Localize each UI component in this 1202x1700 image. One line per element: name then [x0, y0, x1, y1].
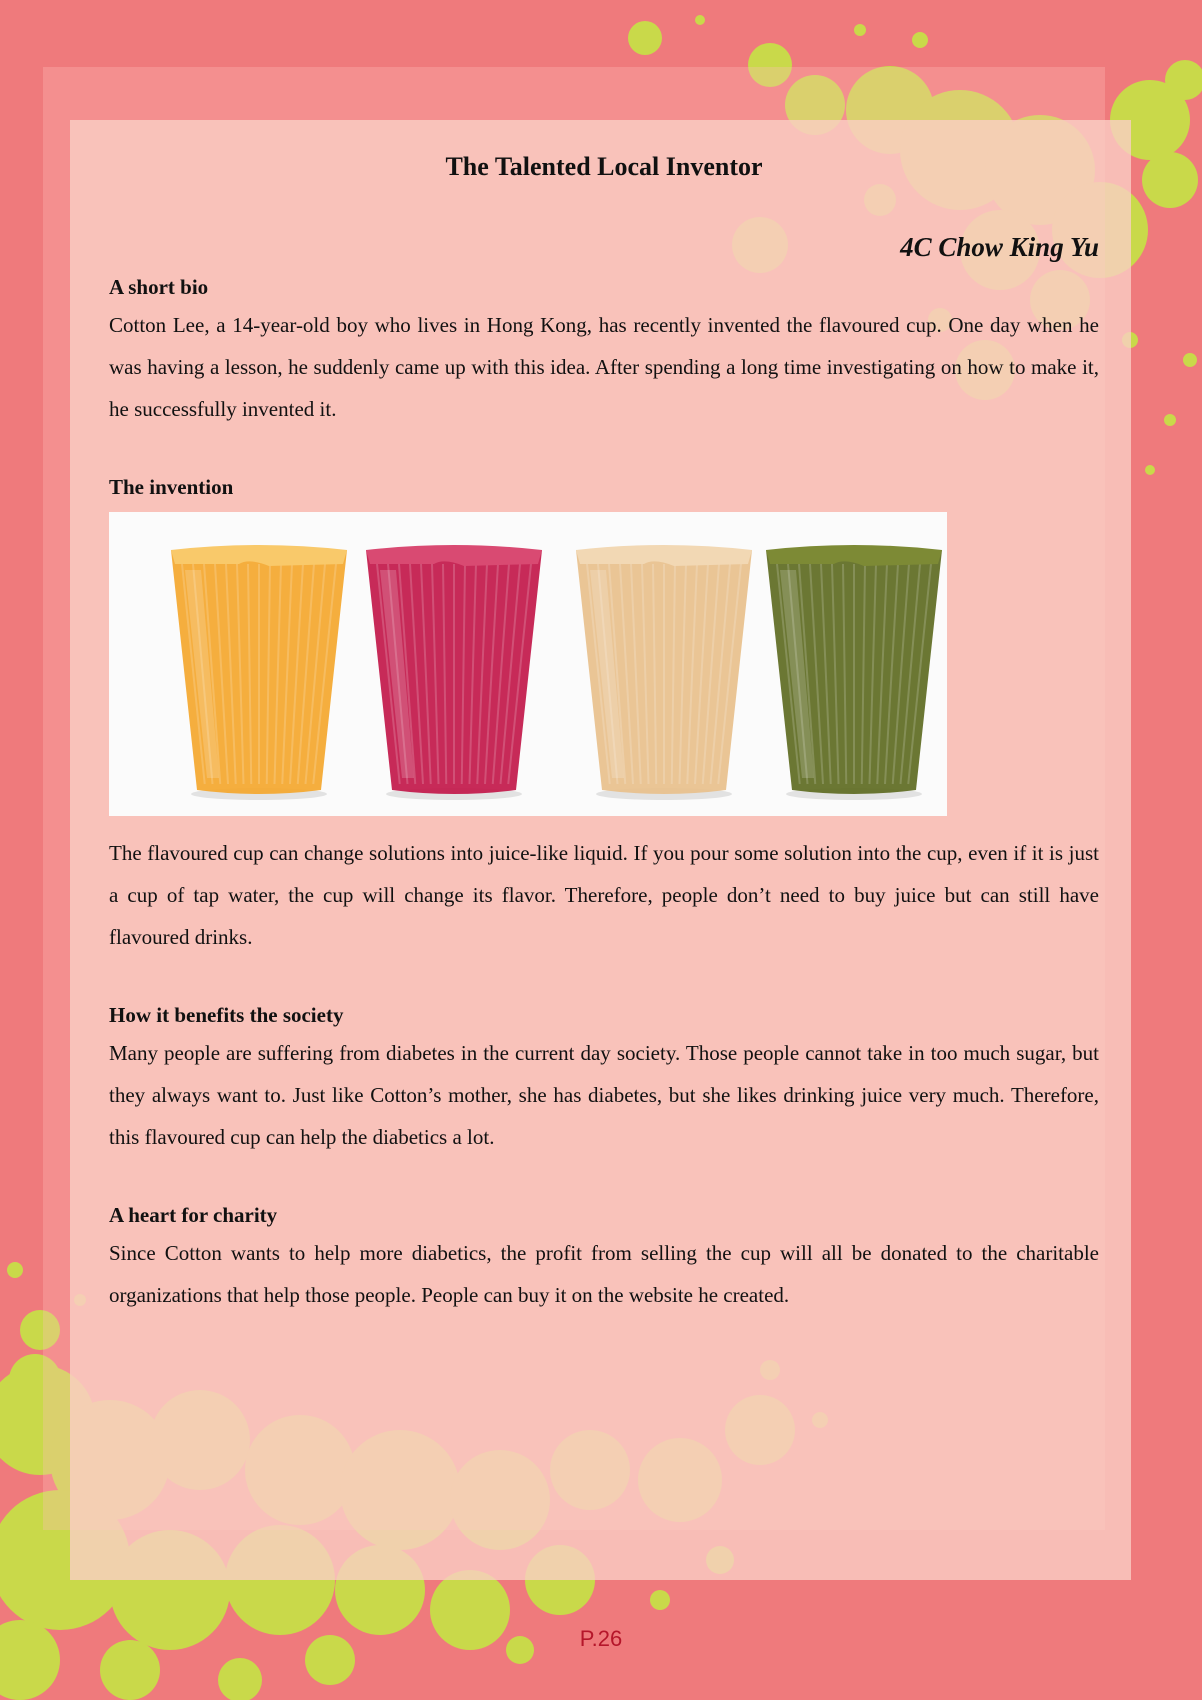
- section-heading-bio: A short bio: [109, 275, 209, 299]
- section-text-benefits: Many people are suffering from diabetes in the current day society. Those people cannot take in too much sugar, but they always want to. Just like Cotton’s mother, she has diabetes, but she likes drinking juice very much. Therefore, this flavoured cup can help the diabetics a lot.: [109, 1041, 1099, 1149]
- section-heading-charity: A heart for charity: [109, 1203, 278, 1227]
- section-heading-benefits: How it benefits the society: [109, 1003, 344, 1027]
- article: [109, 148, 1099, 1316]
- section-text-invention: The flavoured cup can change solutions into juice-like liquid. If you pour some solution into the cup, even if it is just a cup of tap water, the cup will change its flavor. Therefore, people don’t need to buy juice but can still have flavoured drinks.: [109, 841, 1099, 949]
- section-text-charity: Since Cotton wants to help more diabetics, the profit from selling the cup will all be donated to the charitable organizations that help those people. People can buy it on the website he created.: [109, 1241, 1099, 1307]
- page-number: P.26: [579, 1626, 623, 1651]
- flavoured-cups-photo: [109, 512, 947, 816]
- cup-1: [171, 545, 347, 800]
- section-text-bio: Cotton Lee, a 14-year-old boy who lives in Hong Kong, has recently invented the flavoured cup. One day when he was having a lesson, he suddenly came up with this idea. After spending a long time investigating on how to make it, he successfully invented it.: [109, 313, 1099, 421]
- article-title: The Talented Local Inventor: [445, 152, 763, 181]
- cup-3: [576, 545, 752, 800]
- section-heading-invention: The invention: [109, 475, 234, 499]
- cup-4: [766, 545, 942, 800]
- article-author: 4C Chow King Yu: [900, 232, 1099, 262]
- cup-2: [366, 545, 542, 800]
